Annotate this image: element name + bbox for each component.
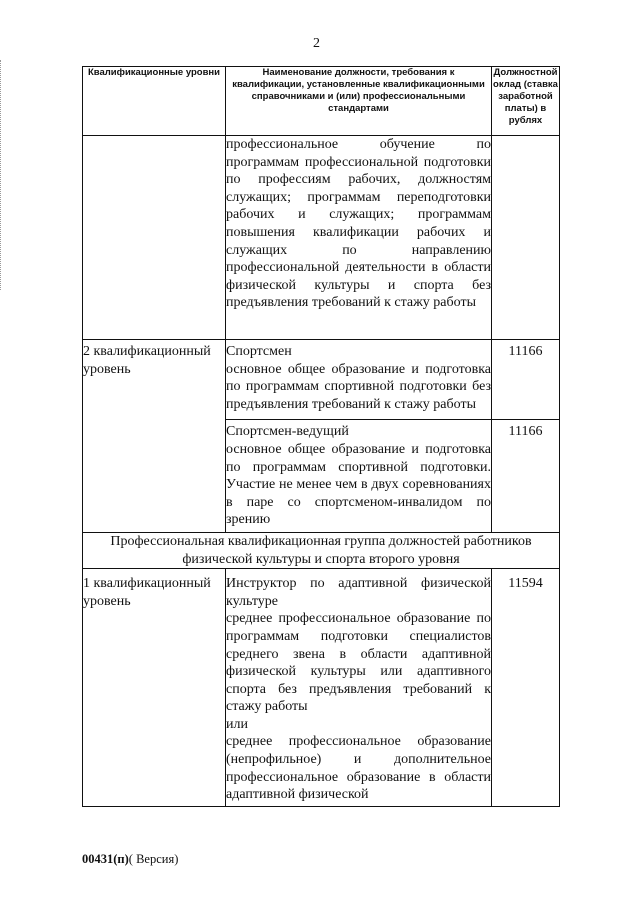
header-position-requirements: Наименование должности, требования к квалификации, установленные квалификационными справочниками и (или) профессиональными стандартами [226,67,492,136]
document-version: ( Версия) [128,852,179,866]
qualification-table [82,66,560,807]
group-title: Профессиональная квалификационная группа должностей работников физической культуры и спорта второго уровня [83,532,560,568]
salary-value: 11166 [492,340,560,420]
table-row-group-title [83,532,560,568]
position-requirements-b: среднее профессиональное образование (непрофильное) и дополнительное профессиональное образование в области адаптивной физической [226,734,491,803]
table-row-level1-instructor [83,569,560,807]
salary-value: 11166 [492,420,560,533]
table-header-row [83,67,560,136]
position-instructor [226,569,492,807]
position-title: Инструктор по адаптивной физической культуре [226,576,491,609]
document-code: 00431(п) [82,852,129,866]
position-requirements: основное общее образование и подготовка по программам спортивной подготовки без предъявления требований к стажу работы [226,361,491,412]
requirements-continuation [226,136,492,340]
scan-edge-artifact [0,60,4,290]
level-cell-empty [83,136,226,340]
or-separator: или [226,716,248,732]
position-title: Спортсмен [226,344,292,359]
position-requirements: основное общее образование и подготовка по программам спортивной подготовки. Участие не менее чем в двух соревнованиях в паре со спортсменом-инвалидом по зрению [226,441,491,528]
salary-cell-empty [492,136,560,340]
header-qualification-levels: Квалификационные уровни [83,67,226,136]
document-footer [82,852,178,867]
level1-label-text: 1 квалификационный уровень [83,576,211,609]
level1-label [83,569,226,807]
position-lead-sportsman [226,420,492,533]
position-title: Спортсмен-ведущий [226,424,349,440]
header-salary: Должностной оклад (ставка заработной платы) в рублях [492,67,560,136]
salary-value: 11594 [492,569,560,807]
position-requirements-a: среднее профессиональное образование по программам подготовки специалистов среднего звена в области адаптивной физической культуры или адаптивного спорта без предъявления требований к стажу работы [226,611,491,715]
table-row-continuation [83,136,560,340]
table-row-level2-sportsman [83,340,560,420]
level2-label [83,340,226,533]
position-sportsman [226,340,492,420]
page-number: 2 [313,36,320,51]
requirements-continuation-text: профессиональное обучение по программам профессиональной подготовки по профессиям рабочих, должностям служащих; программам переподготовки рабочих и служащих; программам повышения квалификации рабочих и служащих по направлению профессиональной деятельности в области физической культуры и спорта без предъявления требований к стажу работы [226,137,491,311]
level2-label-text: 2 квалификационный уровень [83,344,211,377]
